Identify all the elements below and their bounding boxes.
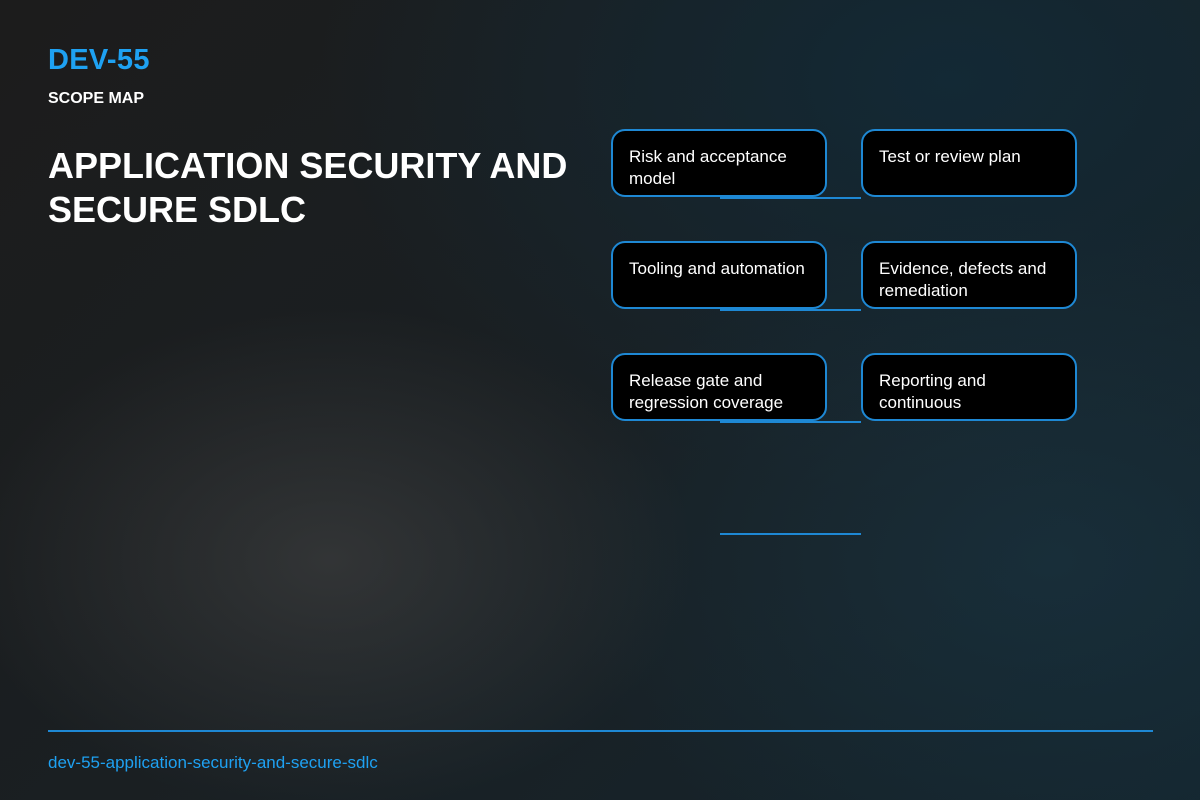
scope-node-test-plan: Test or review plan xyxy=(861,129,1077,197)
scope-node-evidence: Evidence, defects and remediation xyxy=(861,241,1077,309)
connector-line-2 xyxy=(720,309,861,311)
connector-line-3 xyxy=(720,421,861,423)
footer-divider xyxy=(48,730,1153,732)
footer-slug: dev-55-application-security-and-secure-sdlc xyxy=(48,753,378,772)
page-title: APPLICATION SECURITY AND SECURE SDLC xyxy=(48,145,568,230)
scope-node-release-gate: Release gate and regression coverage xyxy=(611,353,827,421)
section-label: SCOPE MAP xyxy=(48,90,145,107)
scope-node-reporting: Reporting and continuous xyxy=(861,353,1077,421)
connector-line-4 xyxy=(720,533,861,535)
scope-node-risk-model: Risk and acceptance model xyxy=(611,129,827,197)
connector-line-1 xyxy=(720,197,861,199)
deck-code: DEV-55 xyxy=(48,44,150,76)
scope-node-tooling: Tooling and automation xyxy=(611,241,827,309)
